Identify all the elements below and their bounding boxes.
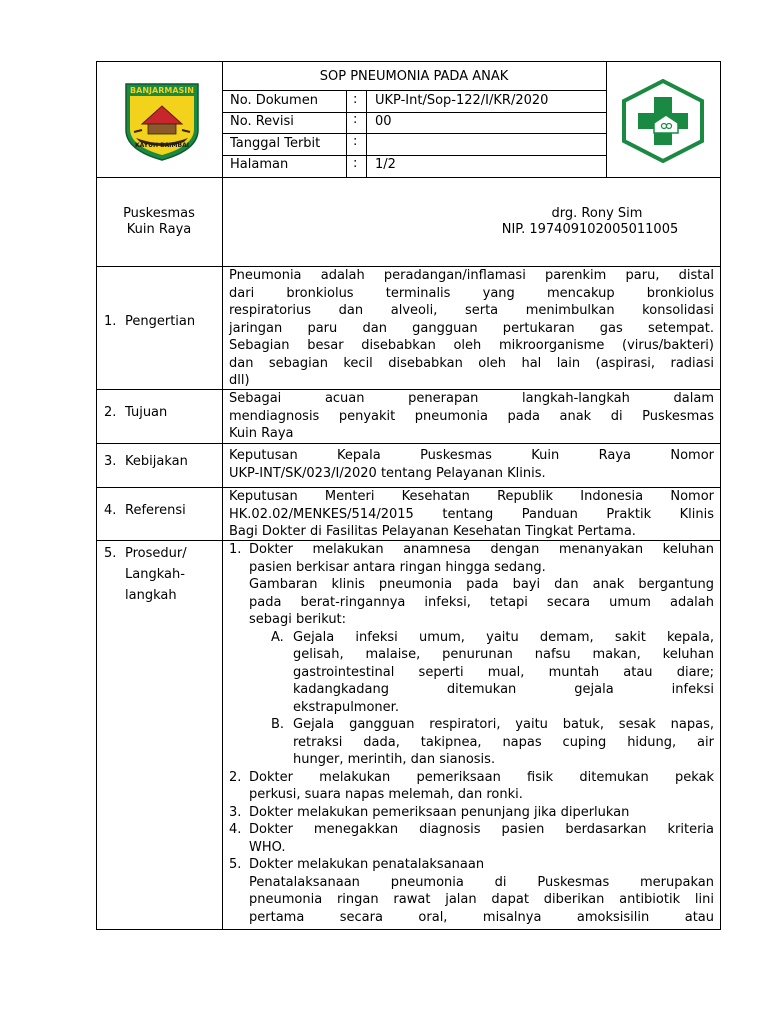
step-num: 2.	[229, 769, 242, 785]
header-sep: :	[353, 156, 358, 171]
section-num: 1.	[104, 314, 117, 329]
item-letter: A.	[271, 629, 284, 645]
step-4: 4. Dokter menegakkan diagnosis pasien berdasarkan kriteria WHO.	[229, 822, 714, 855]
logo-text-bottom: KAYUH BAIMBAI	[135, 142, 189, 149]
section-label-line: Langkah-	[125, 567, 185, 582]
header-label: No. Dokumen	[230, 93, 318, 108]
section-num: 4.	[104, 503, 117, 518]
step-1-item-b: B. Gejala gangguan respiratori, yaitu batuk, sesak napas, retraksi dada, takipnea, napas cuping hidung, air hunger, merintih, dan sianosis.	[271, 717, 714, 767]
section-label: Pengertian	[125, 314, 196, 329]
header-row-no-revisi	[222, 112, 607, 133]
puskesmas-logo	[620, 79, 706, 163]
org-name	[96, 206, 222, 238]
header-label: No. Revisi	[230, 114, 294, 129]
step-1-item-a: A. Gejala infeksi umum, yaitu demam, sakit kepala, gelisah, malaise, penurunan nafsu makan, keluhan gastrointestinal seperti mual, muntah atau diare; kadangkadang ditemukan gejala infeksi ekstrapulmoner.	[271, 629, 714, 715]
step-num: 5.	[229, 857, 242, 872]
item-letter: B.	[271, 717, 285, 732]
section-num: 3.	[104, 454, 117, 469]
header-label: Halaman	[230, 157, 289, 172]
header-sep: :	[353, 92, 358, 107]
prosedur-content	[229, 541, 714, 926]
header-row-tanggal-terbit	[222, 133, 607, 155]
org-line-1: Puskesmas	[123, 206, 195, 221]
section-label-line: langkah	[125, 588, 177, 603]
signer-nip: NIP. 197409102005011005	[501, 222, 679, 237]
header-row-no-dokumen	[222, 90, 607, 112]
tujuan-text: Sebagai acuan penerapan langkah-langkah dalam mendiagnosis penyakit pneumonia pada anak di Puskesmas Kuin Raya	[229, 391, 714, 441]
header-sep: :	[353, 134, 358, 149]
org-line-2: Kuin Raya	[126, 222, 192, 237]
header-sep: :	[353, 112, 358, 127]
logo-text-top: BANJARMASIN	[130, 86, 194, 95]
section-label: Tujuan	[125, 405, 168, 420]
referensi-text: Keputusan Menteri Kesehatan Republik Indonesia Nomor HK.02.02/MENKES/514/2015 tentang Panduan Praktik Klinis Bagi Dokter di Fasilitas Pelayanan Kesehatan Tingkat Pertama.	[229, 489, 714, 539]
step-num: 4.	[229, 822, 242, 837]
pengertian-text: Pneumonia adalah peradangan/inflamasi parenkim paru, distal dari bronkiolus terminalis yang mencakup bronkiolus respiratorius dan alveoli, serta menimbulkan konsolidasi jaringan paru dan gangguan pertukaran gas setempat. Sebagian besar disebabkan oleh mikroorganisme (virus/bakteri) dan sebagian kecil disebabkan oleh hal lain (aspirasi, radiasi dll)	[229, 268, 714, 388]
step-1: 1. Dokter melakukan anamnesa dengan menanyakan keluhan pasien berkisar antara ringan hingga sedang. Gambaran klinis pneumonia pada bayi dan anak bergantung pada berat-ringannya infeksi, tetapi secara umum adalah sebagi berikut:	[229, 542, 714, 627]
document-title: SOP PNEUMONIA PADA ANAK	[319, 69, 509, 84]
section-label: Kebijakan	[125, 454, 188, 469]
step-3: 3. Dokter melakukan pemeriksaan penunjang jika diperlukan	[229, 804, 630, 820]
step-5: 5. Dokter melakukan penatalaksanaan Penatalaksanaan pneumonia di Puskesmas merupakan pneumonia ringan rawat jalan dapat diberikan antibiotik lini pertama secara oral, misalnya amoksisilin atau	[229, 857, 714, 925]
section-num: 5.	[104, 546, 117, 561]
signature-block	[470, 206, 710, 238]
banjarmasin-logo	[120, 80, 204, 162]
section-label: Referensi	[125, 503, 186, 518]
step-num: 3.	[229, 804, 242, 820]
step-num: 1.	[229, 542, 242, 557]
header-label: Tanggal Terbit	[230, 136, 321, 151]
kebijakan-text: Keputusan Kepala Puskesmas Kuin Raya Nomor UKP-INT/SK/023/I/2020 tentang Pelayanan Klinis.	[229, 448, 714, 481]
signer-name: drg. Rony Sim	[551, 206, 643, 221]
header-value: 00	[375, 114, 392, 129]
header-row-halaman	[222, 155, 607, 177]
section-num: 2.	[104, 405, 117, 420]
step-2: 2. Dokter melakukan pemeriksaan fisik ditemukan pekak perkusi, suara napas melemah, dan ronki.	[229, 769, 714, 802]
header-value: 1/2	[375, 157, 396, 172]
section-label-line: Prosedur/	[125, 546, 187, 561]
header-value: UKP-Int/Sop-122/I/KR/2020	[375, 93, 549, 108]
